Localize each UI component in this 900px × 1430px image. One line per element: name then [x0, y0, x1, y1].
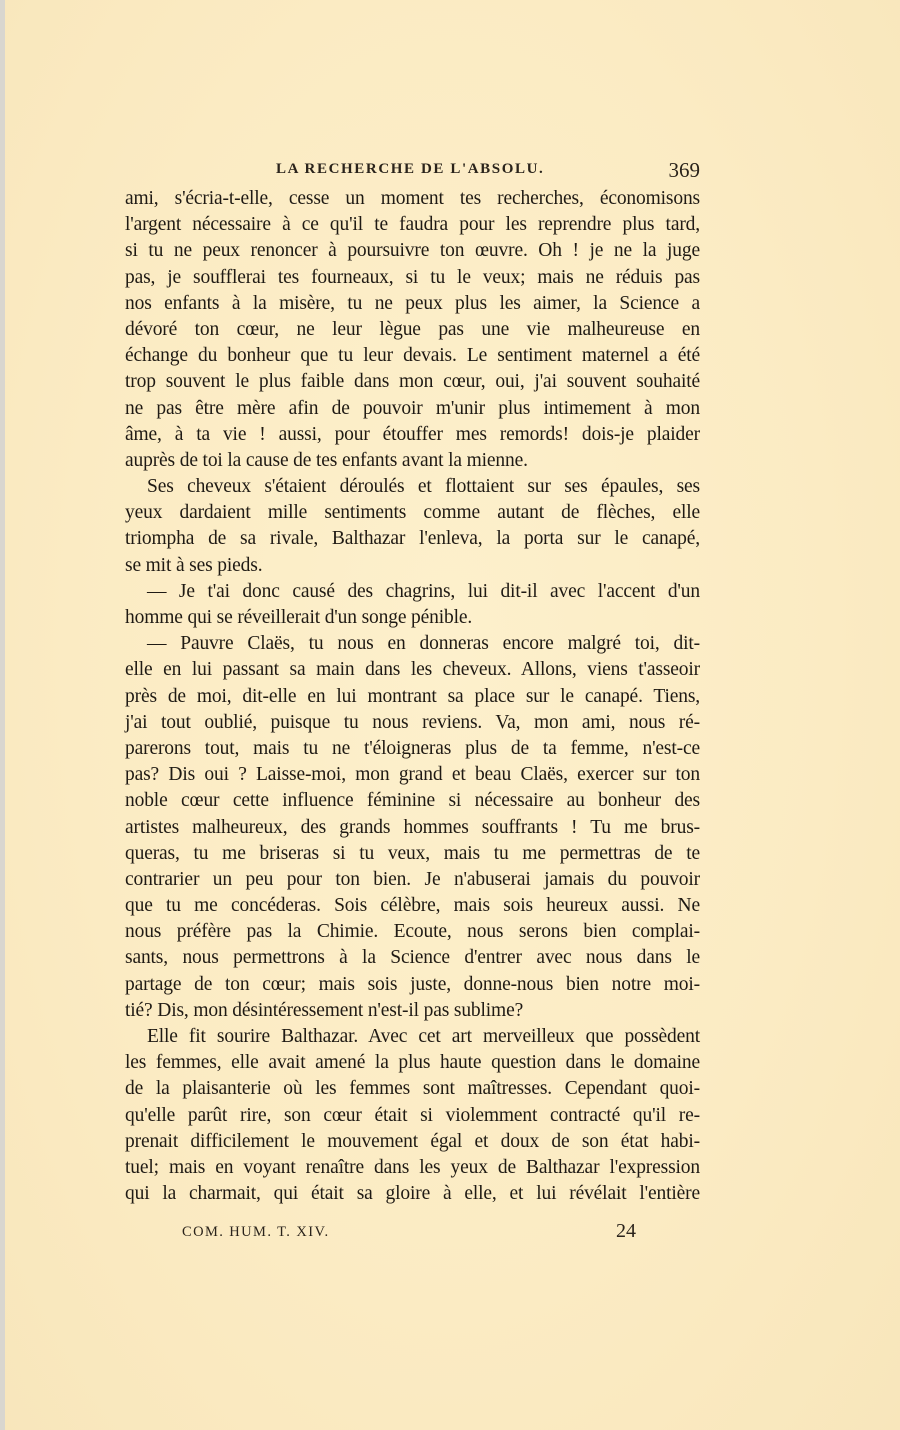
text-line: contrarier un peu pour ton bien. Je n'abuserai jamais du pouvoir: [125, 868, 700, 890]
text-line: auprès de toi la cause de tes enfants avant la mienne.: [125, 449, 528, 471]
paragraph: [125, 579, 700, 631]
page-footer: [125, 1222, 700, 1246]
text-line: parerons tout, mais tu ne t'éloigneras plus de ta femme, n'est-ce: [125, 737, 700, 759]
text-line: triompha de sa rivale, Balthazar l'enleva, la porta sur le canapé,: [125, 528, 700, 550]
text-line: qui la charmait, qui était sa gloire à elle, et lui révélait l'entière: [125, 1183, 700, 1205]
paragraph: [125, 631, 700, 1024]
text-line: elle en lui passant sa main dans les cheveux. Allons, viens t'asseoir: [125, 659, 700, 681]
text-line: trop souvent le plus faible dans mon cœur, oui, j'ai souvent souhaité: [125, 371, 700, 393]
text-line: sants, nous permettrons à la Science d'entrer avec nous dans le: [125, 947, 700, 969]
text-line: — Je t'ai donc causé des chagrins, lui dit-il avec l'accent d'un: [147, 580, 700, 602]
text-line: tié? Dis, mon désintéressement n'est-il pas sublime?: [125, 999, 524, 1021]
printer-signature: COM. HUM. T. XIV.: [182, 1224, 330, 1240]
text-line: partage de ton cœur; mais sois juste, donne-nous bien notre moi-: [125, 973, 700, 995]
paragraph: [125, 1024, 700, 1207]
text-line: prenait difficilement le mouvement égal et doux de son état habi-: [125, 1130, 700, 1152]
text-line: — Pauvre Claës, tu nous en donneras encore malgré toi, dit-: [147, 633, 700, 655]
text-line: queras, tu me briseras si tu veux, mais tu me permettras de te: [125, 842, 700, 864]
text-line: que tu me concéderas. Sois célèbre, mais sois heureux aussi. Ne: [125, 895, 700, 917]
text-line: pas? Dis oui ? Laisse-moi, mon grand et beau Claës, exercer sur ton: [125, 764, 700, 786]
text-line: Ses cheveux s'étaient déroulés et flottaient sur ses épaules, ses: [147, 476, 700, 498]
running-head: [125, 158, 700, 182]
text-line: nous préfère pas la Chimie. Ecoute, nous serons bien complai-: [125, 921, 700, 943]
sheet-number: 24: [616, 1220, 636, 1242]
text-line: l'argent nécessaire à ce qu'il te faudra pour les reprendre plus tard,: [125, 214, 700, 236]
text-line: échange du bonheur que tu leur devais. Le sentiment maternel a été: [125, 345, 700, 367]
running-title: LA RECHERCHE DE L'ABSOLU.: [276, 161, 545, 177]
text-line: Elle fit sourire Balthazar. Avec cet art merveilleux que possèdent: [147, 1026, 700, 1047]
text-line: les femmes, elle avait amené la plus haute question dans le domaine: [125, 1052, 700, 1074]
text-line: ami, s'écria-t-elle, cesse un moment tes recherches, économisons: [125, 188, 700, 209]
text-line: j'ai tout oublié, puisque tu nous reviens. Va, mon ami, nous ré-: [125, 711, 700, 733]
text-line: dévoré ton cœur, ne leur lègue pas une vie malheureuse en: [125, 318, 700, 340]
text-line: nos enfants à la misère, tu ne peux plus les aimer, la Science a: [125, 292, 700, 314]
body-text: [125, 186, 700, 1207]
text-line: ne pas être mère afin de pouvoir m'unir plus intimement à mon: [125, 397, 700, 419]
text-line: yeux dardaient mille sentiments comme autant de flèches, elle: [125, 502, 700, 524]
text-line: tuel; mais en voyant renaître dans les yeux de Balthazar l'expression: [125, 1156, 700, 1178]
text-line: âme, à ta vie ! aussi, pour étouffer mes remords! dois-je plaider: [125, 423, 700, 445]
paragraph: [125, 474, 700, 579]
page-number: 369: [668, 158, 700, 182]
text-line: pas, je soufflerai tes fourneaux, si tu le veux; mais ne réduis pas: [125, 266, 700, 288]
text-line: si tu ne peux renoncer à poursuivre ton œuvre. Oh ! je ne la juge: [125, 240, 700, 262]
text-line: de la plaisanterie où les femmes sont maîtresses. Cependant quoi-: [125, 1078, 700, 1100]
text-line: qu'elle parût rire, son cœur était si violemment contracté qu'il re-: [125, 1104, 700, 1126]
text-line: se mit à ses pieds.: [125, 554, 263, 576]
text-line: près de moi, dit-elle en lui montrant sa place sur le canapé. Tiens,: [125, 685, 700, 707]
scan-edge: [0, 0, 5, 1430]
text-line: noble cœur cette influence féminine si nécessaire au bonheur des: [125, 790, 700, 812]
paragraph: [125, 186, 700, 474]
text-line: homme qui se réveillerait d'un songe pénible.: [125, 607, 473, 628]
text-line: artistes malheureux, des grands hommes souffrants ! Tu me brus-: [125, 816, 700, 838]
